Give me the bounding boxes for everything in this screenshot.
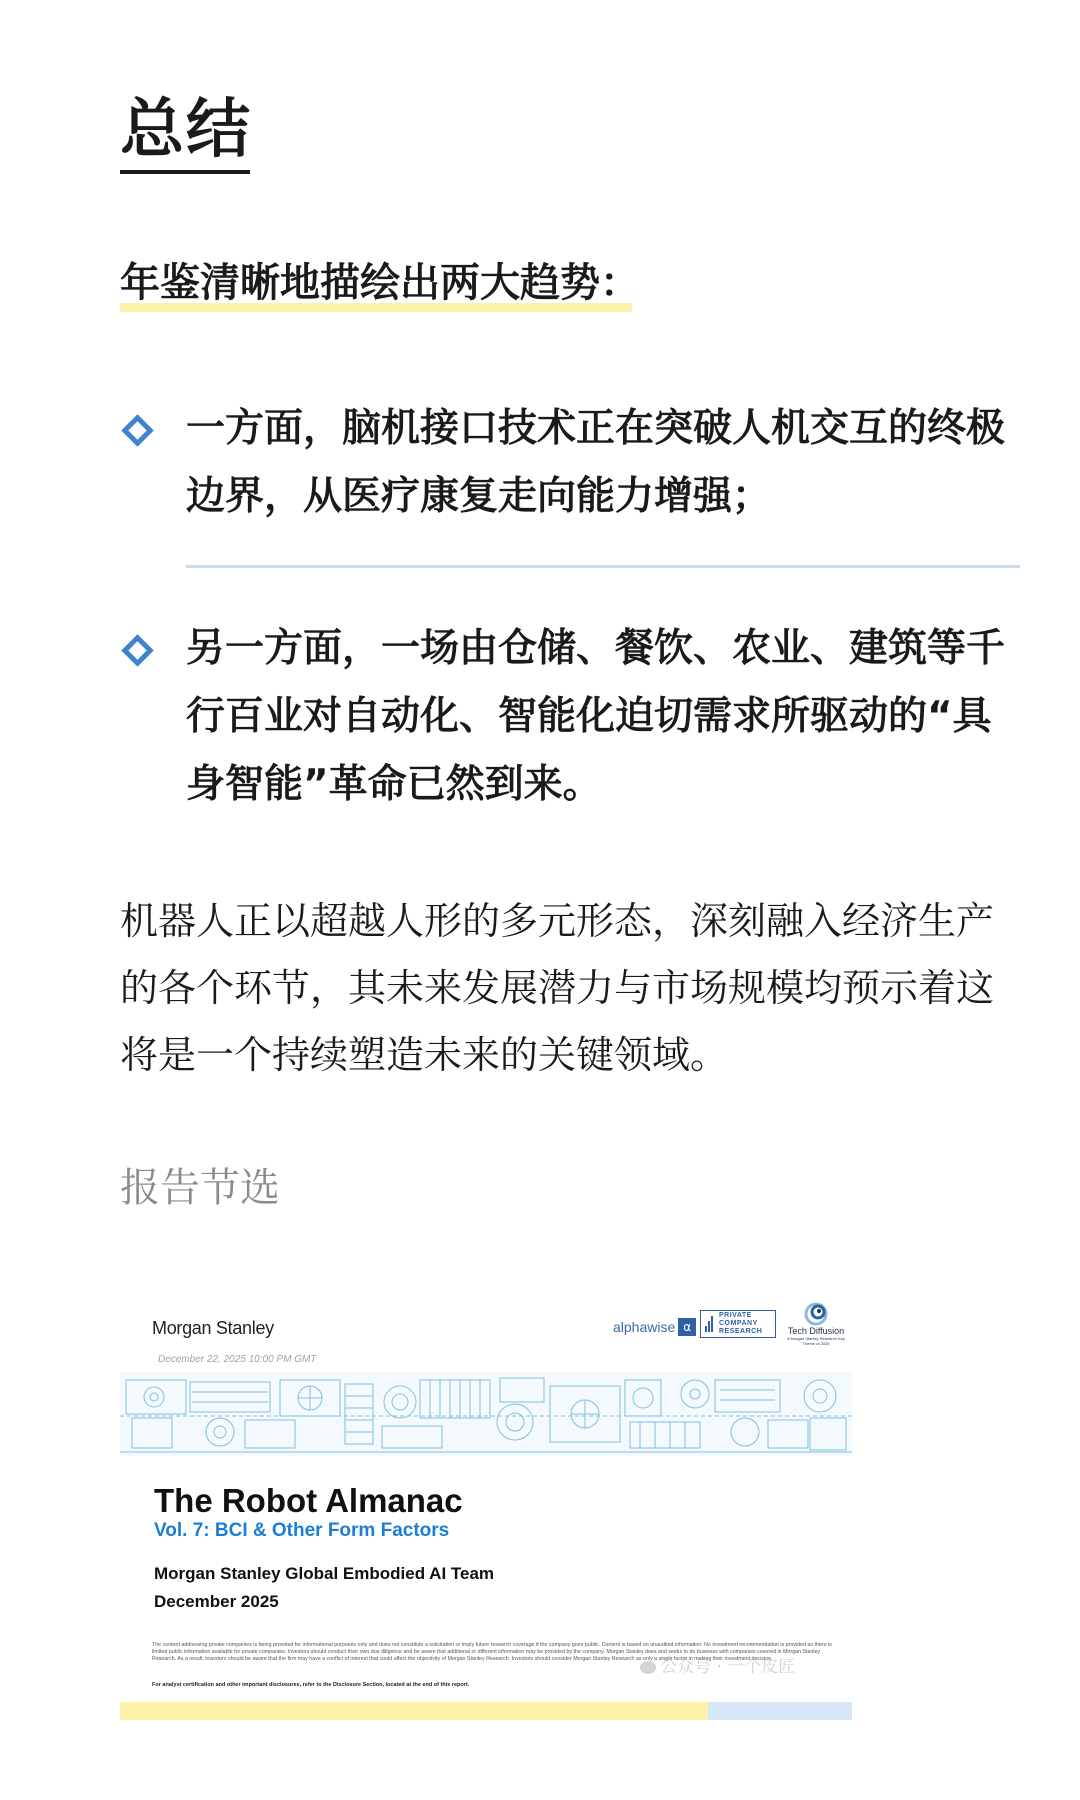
conclusion-paragraph: 机器人正以超越人形的多元形态，深刻融入经济生产的各个环节，其未来发展潜力与市场规模均预示着这将是一个持续塑造未来的关键领域。 [120,899,995,1077]
heading-underline [120,170,250,174]
summary-heading: 总结 [120,93,252,167]
bullet-text: 一方面，脑机接口技术正在突破人机交互的终极边界，从医疗康复走向能力增强； [186,406,1006,519]
tech-diffusion-name: Tech Diffusion [787,1326,845,1336]
engineering-blueprint-banner [120,1372,852,1456]
report-cover-image [120,1294,852,1720]
tech-diffusion-logo [786,1302,846,1346]
alphawise-wordmark: alphawise [613,1319,676,1335]
diamond-bullet-icon [121,634,154,667]
tech-diffusion-subtitle: A Morgan Stanley Research Key Theme of 2025 [787,1336,845,1346]
watermark-text: 公众号 · 一个皮匠 [660,1657,796,1677]
diamond-bullet-icon [121,414,154,447]
report-date: December 22, 2025 10:00 PM GMT [158,1354,317,1365]
bullet-divider [186,565,1020,568]
bar-chart-icon [705,1316,715,1332]
report-disclaimer: The content addressing private companies is being provided for informational purposes only and does not constitute a solicitation or imply future research coverage if the company goes public. Content is based on unaudited information. No investment recommendation is provided as there is limited public information available for private companies. Investors should conduct their own due diligence and be aware that additional or different information may be provided by the company. Morgan Stanley does and seeks to do business with companies covered in Morgan Stanley Research. As a result, investors should be aware that the firm may have a conflict of interest that could affect the objectivity of Morgan Stanley Research. Investors should consider Morgan Stanley Research as only a single factor in making their investment decision. [152,1642,832,1662]
trends-subheading: 年鉴清晰地描绘出两大趋势： [120,260,640,306]
alphawise-logo [613,1318,696,1336]
report-subtitle: Vol. 7: BCI & Other Form Factors [154,1520,450,1541]
swirl-icon [803,1302,829,1326]
private-company-research-logo [700,1310,776,1338]
report-disclosure-note: For analyst certification and other important disclosures, refer to the Disclosure Section, located at the end of this report. [152,1682,470,1688]
report-team: Morgan Stanley Global Embodied AI Team [154,1564,495,1583]
report-title: The Robot Almanac [154,1482,463,1519]
cover-band-blue [708,1702,852,1720]
cover-band-yellow [120,1702,708,1720]
alpha-icon: α [678,1318,696,1336]
pcr-wordmark: PRIVATE COMPANY RESEARCH [719,1312,763,1335]
wechat-watermark [640,1652,795,1677]
bullet-text: 另一方面，一场由仓储、餐饮、农业、建筑等千行百业对自动化、智能化迫切需求所驱动的“具身智能”革命已然到来。 [186,626,1006,807]
wechat-icon [640,1661,656,1674]
morgan-stanley-logo: Morgan Stanley [152,1318,274,1338]
report-month: December 2025 [154,1592,279,1611]
report-excerpt-label: 报告节选 [120,1165,280,1211]
